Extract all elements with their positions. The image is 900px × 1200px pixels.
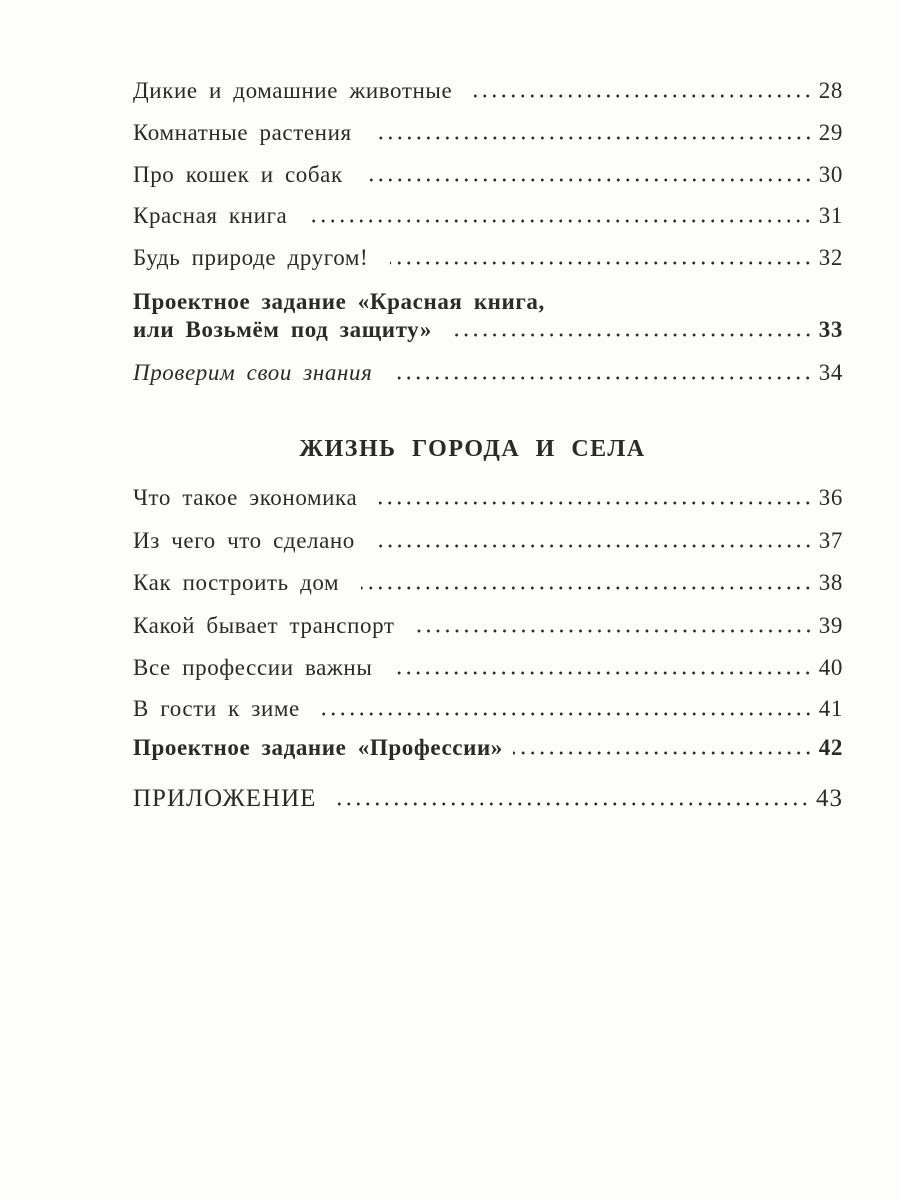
entry-page: 36 bbox=[818, 485, 843, 510]
dot-leader bbox=[374, 136, 813, 140]
entry-page: 42 bbox=[818, 735, 843, 760]
dot-leader bbox=[309, 219, 812, 223]
entry-page: 41 bbox=[818, 696, 843, 721]
entry-page: 38 bbox=[818, 570, 843, 595]
toc-entry bbox=[133, 78, 843, 104]
entry-title: Все профессии важны bbox=[133, 655, 373, 680]
entry-title: Из чего что сделано bbox=[133, 528, 355, 553]
toc-entry bbox=[133, 245, 843, 271]
dot-leader bbox=[394, 376, 812, 380]
entry-title: Проверим свои знания bbox=[133, 360, 373, 385]
toc-entry bbox=[133, 203, 843, 229]
toc-entry-project bbox=[133, 735, 843, 761]
dot-leader bbox=[322, 712, 813, 716]
toc-entry bbox=[133, 162, 843, 188]
toc-entry bbox=[133, 613, 843, 639]
entry-title: или Возьмём под защиту» bbox=[133, 317, 432, 342]
dot-leader bbox=[338, 802, 810, 806]
dot-leader bbox=[365, 178, 813, 182]
entry-page: 33 bbox=[818, 317, 843, 342]
entry-title: Комнатные растения bbox=[133, 120, 352, 145]
entry-title: В гости к зиме bbox=[133, 696, 300, 721]
entry-page: 31 bbox=[818, 203, 843, 228]
entry-page: 29 bbox=[818, 120, 843, 145]
project-title-line1: Проектное задание «Красная книга, bbox=[133, 289, 545, 314]
entry-title: Красная книга bbox=[133, 203, 288, 228]
toc-entry bbox=[133, 570, 843, 596]
dot-leader bbox=[513, 751, 813, 755]
toc-entry bbox=[133, 485, 843, 511]
entry-page: 39 bbox=[818, 613, 843, 638]
toc-entry-appendix bbox=[133, 786, 843, 812]
toc-entry-check bbox=[133, 360, 843, 386]
dot-leader bbox=[394, 671, 812, 675]
toc-entry bbox=[133, 655, 843, 681]
dot-leader bbox=[474, 94, 813, 98]
entry-page: 43 bbox=[816, 785, 843, 812]
toc-entry bbox=[133, 528, 843, 554]
entry-page: 32 bbox=[818, 245, 843, 270]
entry-title: Проектное задание «Профессии» bbox=[133, 735, 503, 760]
dot-leader bbox=[417, 629, 813, 633]
entry-title: Будь природе другом! bbox=[133, 245, 369, 270]
entry-page: 37 bbox=[818, 528, 843, 553]
dot-leader bbox=[379, 501, 813, 505]
entry-page: 30 bbox=[818, 162, 843, 187]
toc-entry bbox=[133, 696, 843, 722]
entry-page: 34 bbox=[818, 360, 843, 385]
entry-page: 40 bbox=[818, 655, 843, 680]
dot-leader bbox=[377, 544, 813, 548]
entry-page: 28 bbox=[818, 78, 843, 103]
entry-title: ПРИЛОЖЕНИЕ bbox=[133, 785, 317, 812]
entry-title: Дикие и домашние животные bbox=[133, 78, 453, 103]
dot-leader bbox=[361, 586, 813, 590]
entry-title: Про кошек и собак bbox=[133, 162, 343, 187]
entry-title: Что такое экономика bbox=[133, 485, 358, 510]
toc-entry bbox=[133, 120, 843, 146]
dot-leader bbox=[454, 333, 813, 337]
section-heading: ЖИЗНЬ ГОРОДА И СЕЛА bbox=[299, 436, 646, 462]
entry-title: Какой бывает транспорт bbox=[133, 613, 395, 638]
entry-title: Как построить дом bbox=[133, 570, 340, 595]
dot-leader bbox=[390, 261, 813, 265]
toc-entry-project bbox=[133, 317, 843, 343]
